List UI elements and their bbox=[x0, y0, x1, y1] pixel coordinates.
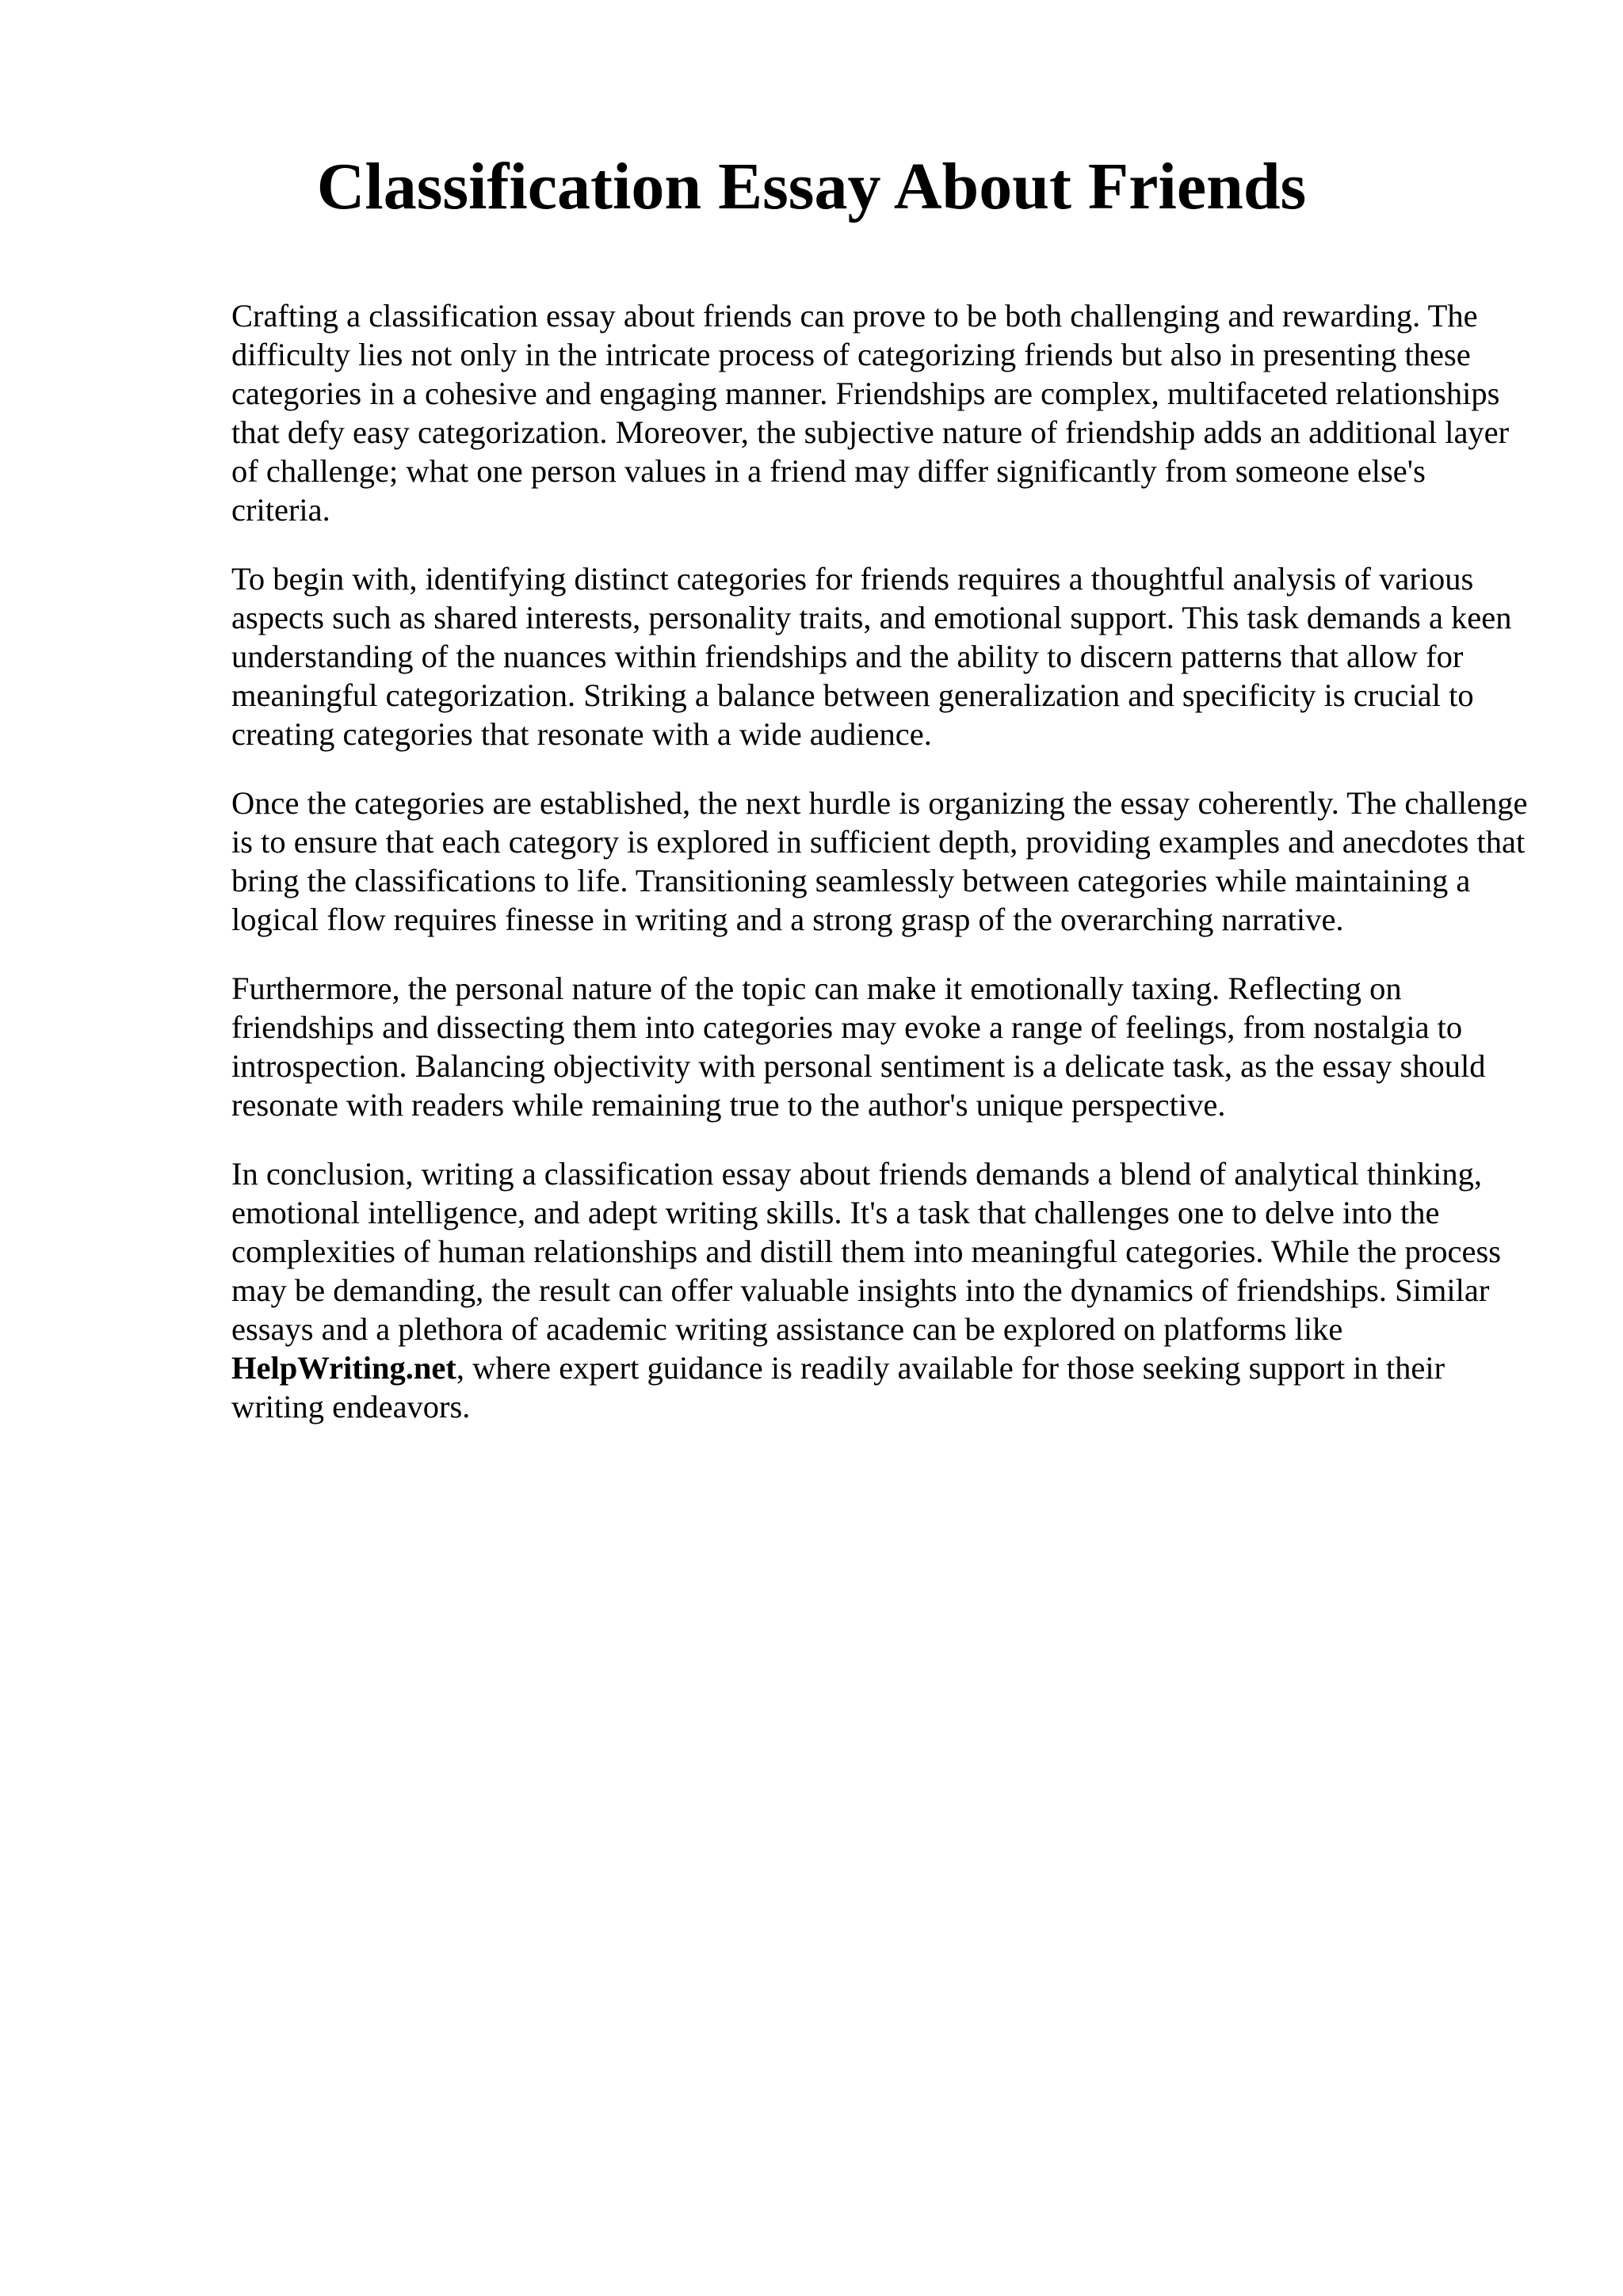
essay-body bbox=[231, 296, 1531, 1456]
paragraph-categories: To begin with, identifying distinct categories for friends requires a thoughtful analysis of various aspects such as shared interests, personality traits, and emotional support. This task demands a keen understanding of the nuances within friendships and the ability to discern patterns that allow for meaningful categorization. Striking a balance between generalization and specificity is crucial to creating categories that resonate with a wide audience. bbox=[231, 561, 1512, 752]
conclusion-text-start: In conclusion, writing a classification essay about friends demands a blend of analytical thinking, emotional intelligence, and adept writing skills. It's a task that challenges one to delve into the complexities of human relationships and distill them into meaningful categories. While the process may be demanding, the result can offer valuable insights into the dynamics of friendships. Similar essays and a plethora of academic writing assistance can be explored on platforms like bbox=[231, 1156, 1502, 1347]
paragraph-conclusion bbox=[231, 1154, 1531, 1426]
page-title: Classification Essay About Friends bbox=[316, 150, 1307, 223]
helpwriting-link[interactable]: HelpWriting.net bbox=[231, 1350, 456, 1386]
conclusion-text-end: , where expert guidance is readily available for those seeking support in their writing endeavors. bbox=[231, 1350, 1445, 1425]
paragraph-organization: Once the categories are established, the next hurdle is organizing the essay coherently. The challenge is to ensure that each category is explored in sufficient depth, providing examples and anecdotes that bring the classifications to life. Transitioning seamlessly between categories while maintaining a logical flow requires finesse in writing and a strong grasp of the overarching narrative. bbox=[231, 785, 1528, 937]
paragraph-intro: Crafting a classification essay about friends can prove to be both challenging and rewarding. The difficulty lies not only in the intricate process of categorizing friends but also in presenting these categories in a cohesive and engaging manner. Friendships are complex, multifaceted relationships that defy easy categorization. Moreover, the subjective nature of friendship adds an additional layer of challenge; what one person values in a friend may differ significantly from someone else's criteria. bbox=[231, 298, 1510, 528]
paragraph-personal: Furthermore, the personal nature of the topic can make it emotionally taxing. Reflecting on friendships and dissecting them into categories may evoke a range of feelings, from nostalgia to introspection. Balancing objectivity with personal sentiment is a delicate task, as the essay should resonate with readers while remaining true to the author's unique perspective. bbox=[231, 971, 1486, 1123]
